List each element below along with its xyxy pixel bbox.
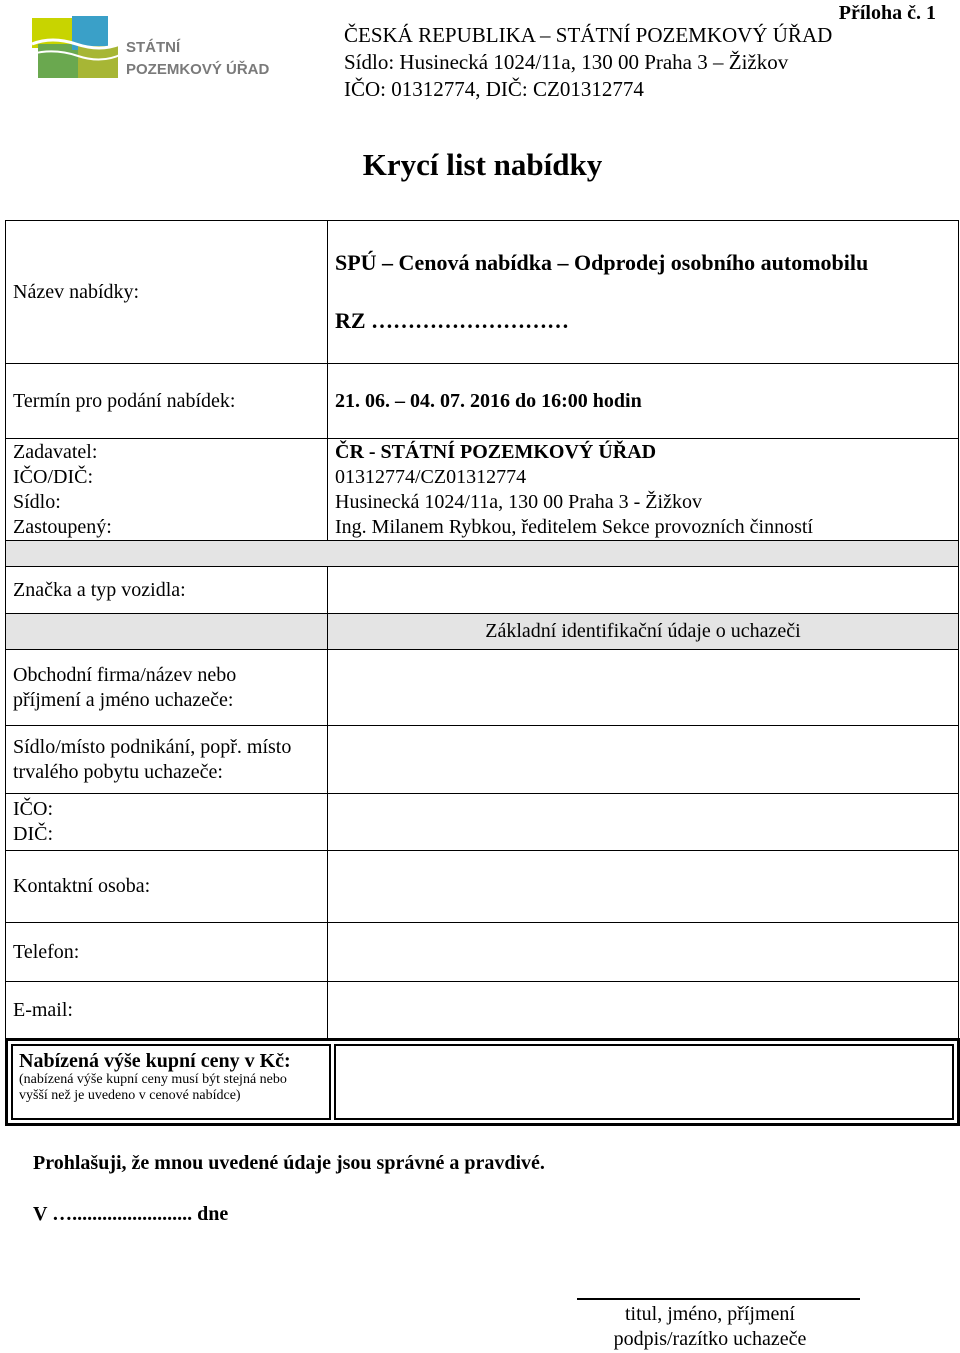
row-contracting-authority xyxy=(6,439,959,541)
contact-person-field[interactable] xyxy=(328,851,959,923)
price-value-field[interactable] xyxy=(334,1044,954,1120)
phone-field[interactable] xyxy=(328,923,959,982)
offer-name-line2: RZ ……………………… xyxy=(335,308,570,333)
bidder-section-left xyxy=(6,614,328,650)
bidder-ico-label: IČO: xyxy=(13,798,53,820)
document-title: Krycí list nabídky xyxy=(362,147,603,182)
attachment-label: Příloha č. 1 xyxy=(838,2,936,24)
bidder-ico-dic-field[interactable] xyxy=(328,794,959,851)
row-bidder-name xyxy=(6,650,959,726)
bidder-section-title: Základní identifikační údaje o uchazeči xyxy=(328,614,959,650)
deadline-label: Termín pro podání nabídek: xyxy=(6,364,328,439)
row-deadline xyxy=(6,364,959,439)
vehicle-label: Značka a typ vozidla: xyxy=(6,567,328,614)
email-field[interactable] xyxy=(328,982,959,1040)
signature-line xyxy=(577,1298,860,1300)
contracting-value-3: Husinecká 1024/11a, 130 00 Praha 3 - Žižkov xyxy=(335,490,702,513)
row-offer-name xyxy=(6,221,959,364)
vehicle-value-field[interactable] xyxy=(328,567,959,614)
signature-caption xyxy=(560,1302,860,1352)
signature-caption-1: titul, jméno, příjmení xyxy=(625,1303,795,1325)
contracting-label-4: Zastoupený: xyxy=(13,515,112,538)
contracting-value-1: ČR - STÁTNÍ POZEMKOVÝ ÚŘAD xyxy=(335,440,657,463)
contracting-value-2: 01312774/CZ01312774 xyxy=(335,465,527,488)
price-label: Nabízená výše kupní ceny v Kč: xyxy=(19,1050,291,1072)
declaration-text: Prohlašuji, že mnou uvedené údaje jsou správné a pravdivé. xyxy=(33,1152,545,1174)
row-contact-person xyxy=(6,851,959,923)
place-date-line: V …........................ dne xyxy=(33,1203,229,1225)
bidder-seat-label xyxy=(6,726,328,794)
bidder-seat-field[interactable] xyxy=(328,726,959,794)
row-email xyxy=(6,982,959,1040)
issuer-line-2: Sídlo: Husinecká 1024/11a, 130 00 Praha 3 – Žižkov xyxy=(344,50,789,74)
deadline-value: 21. 06. – 04. 07. 2016 do 16:00 hodin xyxy=(328,364,959,439)
contracting-labels xyxy=(6,439,328,541)
issuer-line-3: IČO: 01312774, DIČ: CZ01312774 xyxy=(344,77,644,101)
price-note-line1: (nabízená výše kupní ceny musí být stejná nebo xyxy=(19,1072,287,1087)
offer-form-table xyxy=(5,220,959,1040)
price-label-cell xyxy=(11,1044,331,1120)
row-bidder-section xyxy=(6,614,959,650)
bidder-seat-label-1: Sídlo/místo podnikání, popř. místo xyxy=(13,735,292,758)
grey-separator xyxy=(6,541,959,567)
offer-name-label: Název nabídky: xyxy=(6,221,328,364)
contracting-label-2: IČO/DIČ: xyxy=(13,465,93,488)
phone-label: Telefon: xyxy=(6,923,328,982)
spu-logo xyxy=(32,14,270,84)
contact-person-label: Kontaktní osoba: xyxy=(6,851,328,923)
logo-square-olive xyxy=(78,46,118,78)
bidder-name-label xyxy=(6,650,328,726)
email-label: E-mail: xyxy=(6,982,328,1040)
logo-text-line2: POZEMKOVÝ ÚŘAD xyxy=(126,61,270,78)
row-bidder-ico-dic xyxy=(6,794,959,851)
price-box xyxy=(5,1038,960,1126)
offer-name-value xyxy=(328,221,959,364)
issuer-header xyxy=(344,22,832,103)
bidder-name-label-1: Obchodní firma/název nebo xyxy=(13,663,237,686)
row-phone xyxy=(6,923,959,982)
contracting-label-1: Zadavatel: xyxy=(13,440,98,463)
logo-text-line1: STÁTNÍ xyxy=(126,39,181,56)
issuer-line-1: ČESKÁ REPUBLIKA – STÁTNÍ POZEMKOVÝ ÚŘAD xyxy=(344,23,833,47)
bidder-ico-dic-label xyxy=(6,794,328,851)
price-note-line2: vyšší než je uvedeno v cenové nabídce) xyxy=(19,1088,241,1103)
row-vehicle xyxy=(6,567,959,614)
contracting-values xyxy=(328,439,959,541)
bidder-seat-label-2: trvalého pobytu uchazeče: xyxy=(13,760,223,783)
bidder-name-field[interactable] xyxy=(328,650,959,726)
bidder-name-label-2: příjmení a jméno uchazeče: xyxy=(13,688,234,711)
contracting-value-4: Ing. Milanem Rybkou, ředitelem Sekce provozních činností xyxy=(335,515,813,538)
row-bidder-seat xyxy=(6,726,959,794)
contracting-label-3: Sídlo: xyxy=(13,490,61,513)
row-grey-separator xyxy=(6,541,959,567)
signature-caption-2: podpis/razítko uchazeče xyxy=(613,1328,807,1350)
bidder-dic-label: DIČ: xyxy=(13,823,53,845)
offer-name-line1: SPÚ – Cenová nabídka – Odprodej osobního automobilu xyxy=(335,250,869,275)
